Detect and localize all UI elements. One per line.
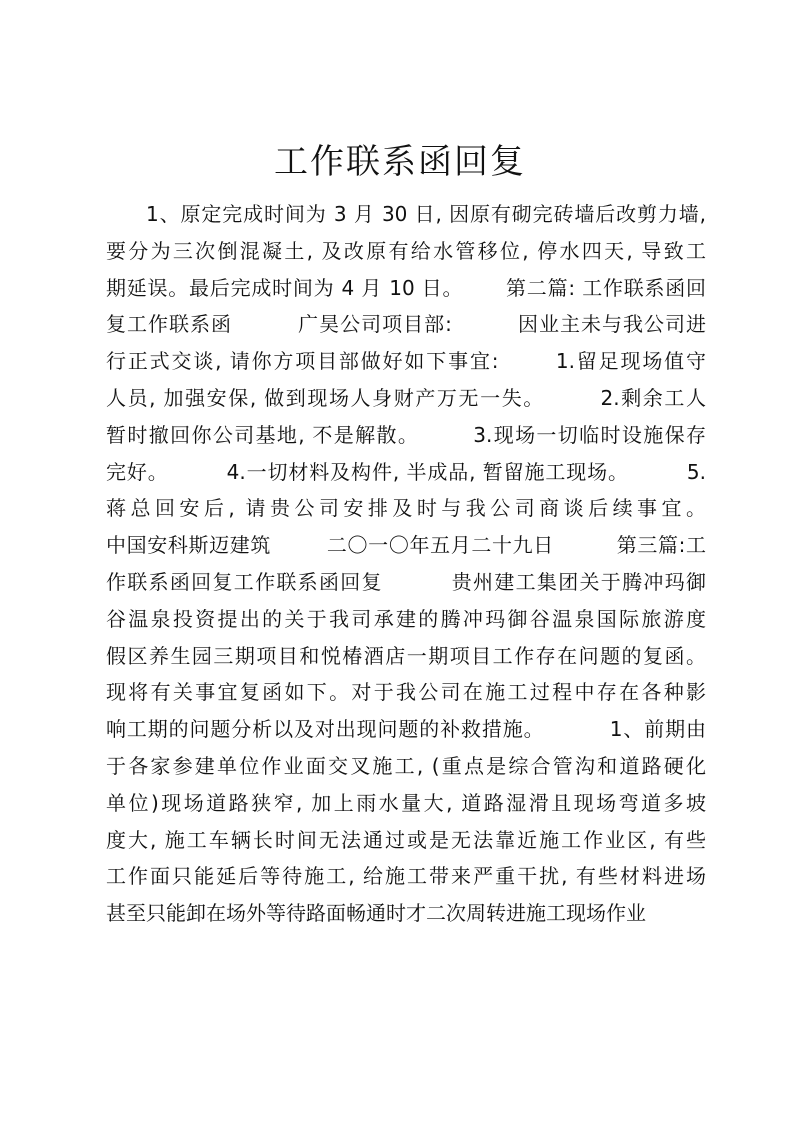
body-line: 现将有关事宜复函如下。对于我公司在施工过程中存在各种影	[106, 680, 706, 705]
body-line: 复工作联系函 广昊公司项目部: 因业主未与我公司进	[106, 312, 706, 337]
document-title: 工作联系函回复	[274, 142, 526, 182]
body-line: 要分为三次倒混凝土, 及改原有给水管移位, 停水四天, 导致工	[106, 238, 706, 263]
body-line: 人员, 加强安保, 做到现场人身财产万无一失。 2.剩余工人	[106, 385, 706, 410]
body-line: 响工期的问题分析以及对出现问题的补救措施。 1、前期由	[106, 717, 706, 742]
body-line: 蒋总回安后, 请贵公司安排及时与我公司商谈后续事宜。	[106, 496, 706, 521]
body-line: 作联系函回复工作联系函回复 贵州建工集团关于腾冲玛御	[106, 569, 706, 594]
body-line: 单位)现场道路狭窄, 加上雨水量大, 道路湿滑且现场弯道多坡	[106, 790, 706, 815]
body-line: 暂时撤回你公司基地, 不是解散。 3.现场一切临时设施保存	[106, 422, 706, 447]
body-line: 谷温泉投资提出的关于我司承建的腾冲玛御谷温泉国际旅游度	[106, 606, 706, 631]
body-line: 工作面只能延后等待施工, 给施工带来严重干扰, 有些材料进场	[106, 864, 706, 889]
body-line: 行正式交谈, 请你方项目部做好如下事宜: 1.留足现场值守	[106, 349, 706, 374]
body-line: 完好。 4.一切材料及构件, 半成品, 暂留施工现场。 5.	[106, 459, 706, 484]
body-line: 假区养生园三期项目和悦椿酒店一期项目工作存在问题的复函。	[106, 643, 706, 668]
body-line: 甚至只能卸在场外等待路面畅通时才二次周转进施工现场作业	[106, 901, 646, 926]
body-line: 中国安科斯迈建筑 二〇一〇年五月二十九日 第三篇:工	[106, 533, 706, 558]
body-line: 1、原定完成时间为 3 月 30 日, 因原有砌完砖墙后改剪力墙,	[146, 202, 706, 226]
body-line: 期延误。最后完成时间为 4 月 10 日。 第二篇: 工作联系函回	[106, 275, 706, 300]
body-line: 度大, 施工车辆长时间无法通过或是无法靠近施工作业区, 有些	[106, 827, 706, 852]
body-line: 于各家参建单位作业面交叉施工, (重点是综合管沟和道路硬化	[106, 753, 706, 778]
document-body	[106, 196, 706, 932]
